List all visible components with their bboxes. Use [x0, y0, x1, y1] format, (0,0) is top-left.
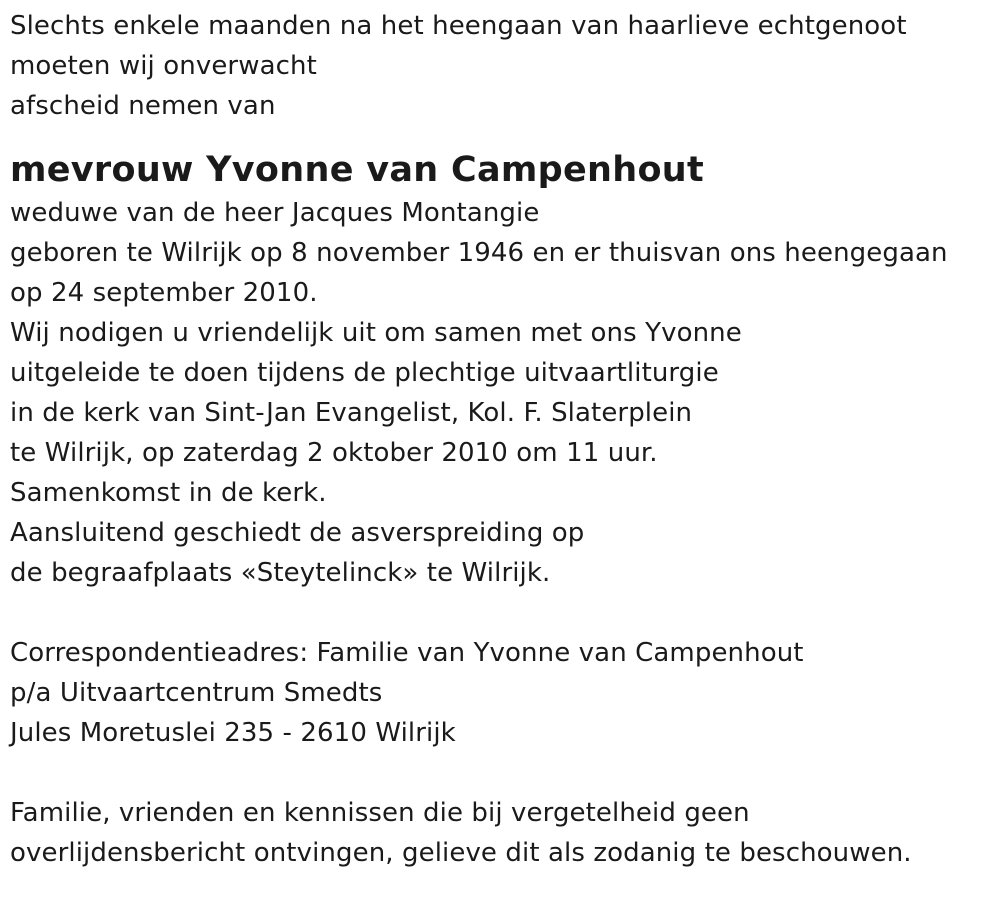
details-line: weduwe van de heer Jacques Montangie	[10, 198, 540, 228]
details-line: uitgeleide te doen tijdens de plechtige uitvaartliturgie	[10, 358, 719, 388]
spacer	[10, 753, 995, 793]
correspondence-line: Correspondentieadres: Familie van Yvonne van Campenhout	[10, 638, 804, 668]
spacer	[10, 593, 995, 633]
closing-block	[10, 793, 995, 873]
details-line: geboren te Wilrijk op 8 november 1946 en er thuisvan ons heengegaan	[10, 238, 948, 268]
details-line: de begraafplaats «Steytelinck» te Wilrijk.	[10, 558, 551, 588]
details-line: Wij nodigen u vriendelijk uit om samen met ons Yvonne	[10, 318, 742, 348]
intro-block	[10, 6, 995, 126]
correspondence-line: p/a Uitvaartcentrum Smedts	[10, 678, 383, 708]
death-notice	[10, 6, 995, 873]
intro-line: moeten wij onverwacht	[10, 51, 317, 81]
correspondence-line: Jules Moretuslei 235 - 2610 Wilrijk	[10, 718, 456, 748]
details-line: in de kerk van Sint-Jan Evangelist, Kol. F. Slaterplein	[10, 398, 693, 428]
closing-line: Familie, vrienden en kennissen die bij vergetelheid geen	[10, 798, 750, 828]
intro-line: Slechts enkele maanden na het heengaan van haarlieve echtgenoot	[10, 11, 907, 41]
intro-line: afscheid nemen van	[10, 91, 276, 121]
closing-line: overlijdensbericht ontvingen, gelieve dit als zodanig te beschouwen.	[10, 838, 912, 868]
deceased-name: mevrouw Yvonne van Campenhout	[10, 150, 705, 190]
details-line: Aansluitend geschiedt de asverspreiding op	[10, 518, 585, 548]
details-line: Samenkomst in de kerk.	[10, 478, 327, 508]
details-line: te Wilrijk, op zaterdag 2 oktober 2010 om 11 uur.	[10, 438, 658, 468]
details-line: op 24 september 2010.	[10, 278, 318, 308]
details-block	[10, 193, 995, 593]
correspondence-block	[10, 633, 995, 753]
